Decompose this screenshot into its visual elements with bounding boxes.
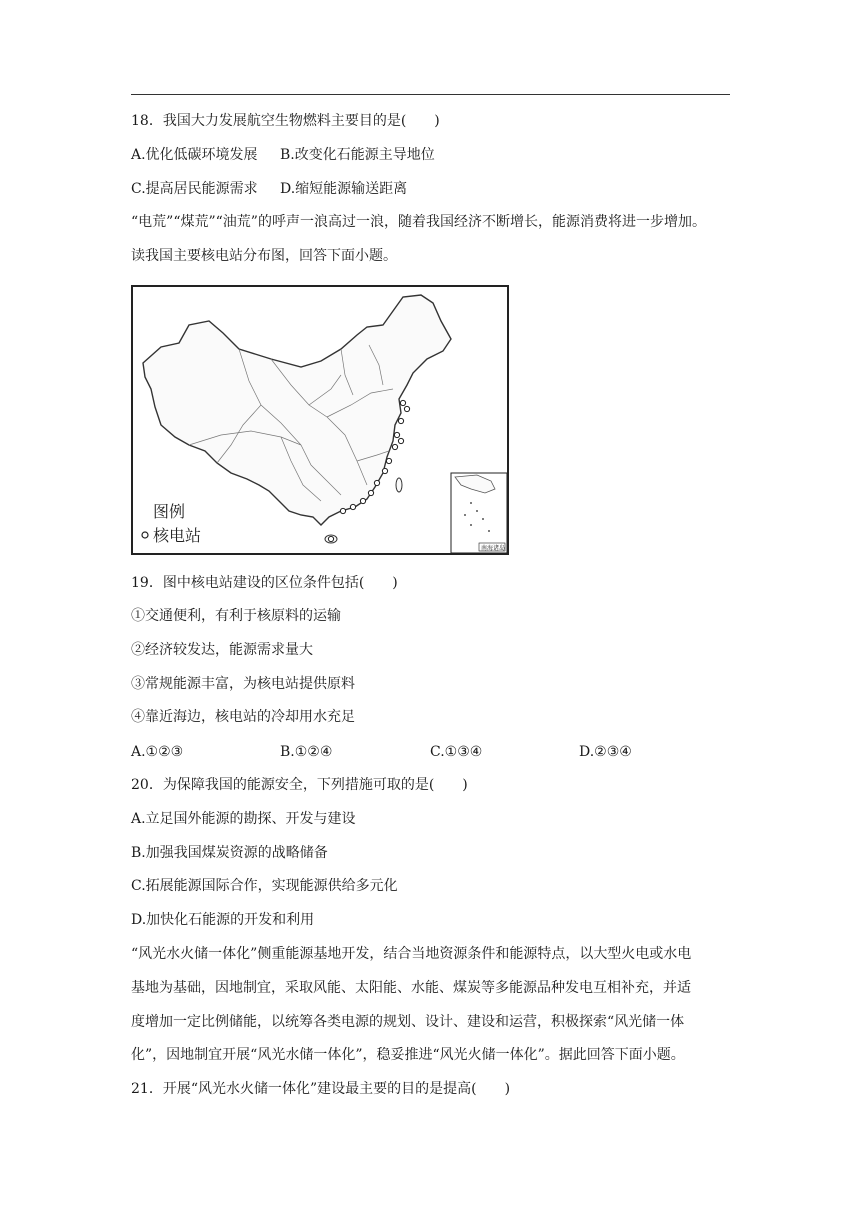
passage2-line-1: “风光水火储一体化”侧重能源基地开发，结合当地资源条件和能源特点，以大型火电或水电	[131, 946, 692, 962]
q18-option-b: B.改变化石能源主导地位	[280, 147, 435, 163]
q19-option-c: C.①③④	[430, 744, 483, 760]
q19-stem: 19．图中核电站建设的区位条件包括( )	[131, 575, 398, 591]
nuclear-plant-marker	[328, 536, 333, 541]
nuclear-plant-map	[131, 285, 509, 555]
nuclear-plant-marker	[404, 406, 409, 411]
q19-option-d: D.②③④	[579, 744, 632, 760]
nuclear-plant-marker	[394, 432, 399, 437]
nuclear-plant-marker	[360, 498, 365, 503]
nuclear-plant-marker	[386, 458, 391, 463]
q20-option-c: C.拓展能源国际合作，实现能源供给多元化	[131, 878, 398, 894]
nuclear-plant-marker	[368, 490, 373, 495]
passage2-line-3: 度增加一定比例储能，以统筹各类电源的规划、设计、建设和运营，积极探索“风光储一体	[131, 1014, 685, 1030]
q20-stem: 20．为保障我国的能源安全，下列措施可取的是( )	[131, 777, 468, 793]
passage1-line-2: 读我国主要核电站分布图，回答下面小题。	[131, 248, 397, 264]
passage2-line-2: 基地为基础，因地制宜，采取风能、太阳能、水能、煤炭等多能源品种发电互相补充，并适	[131, 980, 691, 996]
nuclear-plant-marker	[350, 504, 355, 509]
nuclear-plant-marker	[398, 438, 403, 443]
nuclear-plant-marker	[398, 418, 403, 423]
q20-option-a: A.立足国外能源的勘探、开发与建设	[131, 811, 356, 827]
q19-option-a: A.①②③	[131, 744, 184, 760]
q20-option-d: D.加快化石能源的开发和利用	[131, 912, 315, 928]
legend-marker-icon	[142, 532, 148, 538]
nuclear-plant-marker	[382, 468, 387, 473]
nuclear-plant-marker	[340, 508, 345, 513]
legend-title: 图例	[153, 502, 186, 521]
q18-option-d: D.缩短能源输送距离	[280, 181, 408, 197]
q18-option-a: A.优化低碳环境发展	[131, 147, 258, 163]
south-china-sea-inset	[451, 473, 507, 553]
inset-label: 南海诸岛	[481, 545, 506, 552]
q21-stem: 21．开展“风光水火储一体化”建设最主要的目的是提高( )	[131, 1081, 511, 1097]
nuclear-plant-marker	[392, 444, 397, 449]
passage2-line-4: 化”，因地制宜开展“风光水储一体化”，稳妥推进“风光火储一体化”。据此回答下面小题。	[131, 1047, 685, 1063]
nuclear-plant-marker	[374, 480, 379, 485]
nuclear-plant-marker	[400, 400, 405, 405]
q19-statement-2: ②经济较发达，能源需求量大	[131, 642, 313, 658]
q18-stem: 18．我国大力发展航空生物燃料主要目的是( )	[131, 113, 440, 129]
header-rule	[131, 94, 730, 95]
q19-statement-1: ①交通便利，有利于核原料的运输	[131, 608, 341, 624]
q19-statement-3: ③常规能源丰富，为核电站提供原料	[131, 676, 355, 692]
q19-statement-4: ④靠近海边，核电站的冷却用水充足	[131, 709, 355, 725]
q19-option-b: B.①②④	[280, 744, 333, 760]
q20-option-b: B.加强我国煤炭资源的战略储备	[131, 845, 328, 861]
legend-item: 核电站	[153, 526, 202, 545]
q18-option-c: C.提高居民能源需求	[131, 181, 258, 197]
passage1-line-1: “电荒”“煤荒”“油荒”的呼声一浪高过一浪，随着我国经济不断增长，能源消费将进一步增加。	[131, 214, 706, 230]
